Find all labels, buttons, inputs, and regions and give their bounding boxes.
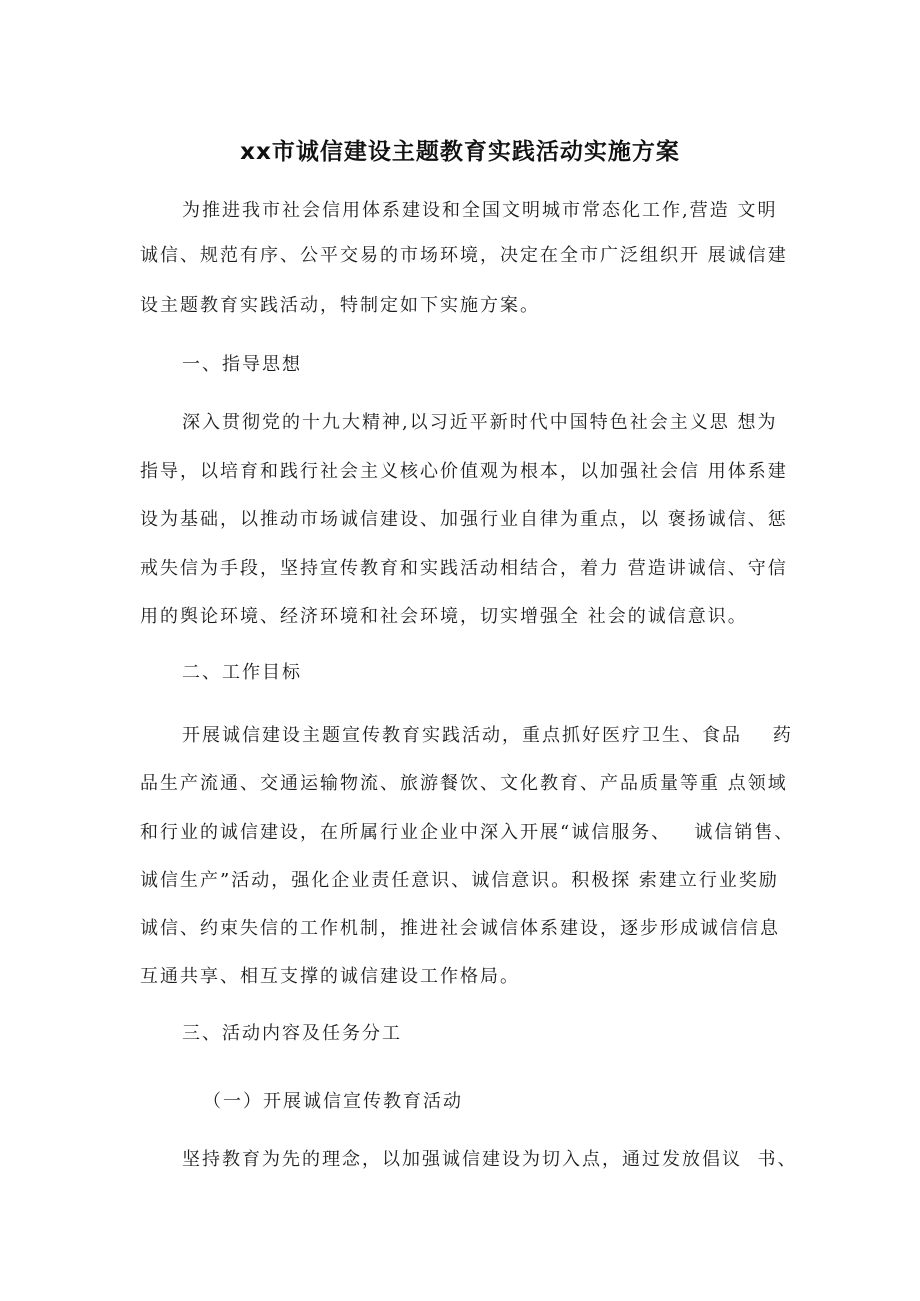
paragraph-line: 用的舆论环境、经济环境和社会环境，切实增强全 社会的诚信意识。 bbox=[140, 606, 748, 627]
paragraph-line: 为推进我市社会信用体系建设和全国文明城市常态化工作,营造 文明 bbox=[182, 200, 778, 221]
paragraph-line: 戒失信为手段，坚持宣传教育和实践活动相结合，着力 营造讲诚信、守信 bbox=[140, 558, 788, 579]
subsection-heading-publicity-education: （一）开展诚信宣传教育活动 bbox=[203, 1091, 463, 1112]
paragraph-line: 深入贯彻党的十九大精神,以习近平新时代中国特色社会主义思 想为 bbox=[182, 412, 778, 433]
paragraph-line: 和行业的诚信建设，在所属行业企业中深入开展“诚信服务、 诚信销售、 bbox=[140, 822, 795, 843]
paragraph-line: 坚持教育为先的理念，以加强诚信建设为切入点，通过发放倡议 书、 bbox=[182, 1149, 798, 1170]
section-heading-work-goals: 二、工作目标 bbox=[182, 662, 302, 683]
paragraph-line: 诚信、约束失信的工作机制，推进社会诚信体系建设，逐步形成诚信信息 bbox=[140, 918, 780, 939]
paragraph-line: 品生产流通、交通运输物流、旅游餐饮、文化教育、产品质量等重 点领域 bbox=[140, 773, 788, 794]
section-heading-activity-content: 三、活动内容及任务分工 bbox=[182, 1023, 402, 1044]
paragraph-line: 诚信、规范有序、公平交易的市场环境，决定在全市广泛组织开 展诚信建 bbox=[140, 245, 788, 266]
section-heading-guiding-ideology: 一、指导思想 bbox=[182, 354, 302, 375]
paragraph-line: 互通共享、相互支撑的诚信建设工作格局。 bbox=[140, 966, 520, 987]
paragraph-line: 开展诚信建设主题宣传教育实践活动，重点抓好医疗卫生、食品 药 bbox=[182, 725, 793, 746]
paragraph-line: 设为基础，以推动市场诚信建设、加强行业自律为重点，以 褒扬诚信、惩 bbox=[140, 509, 788, 530]
paragraph-line: 设主题教育实践活动，特制定如下实施方案。 bbox=[140, 295, 540, 316]
paragraph-line: 诚信生产”活动，强化企业责任意识、诚信意识。积极探 索建立行业奖励 bbox=[140, 870, 779, 891]
document-title: xx市诚信建设主题教育实践活动实施方案 bbox=[240, 139, 680, 165]
paragraph-line: 指导，以培育和践行社会主义核心价值观为根本，以加强社会信 用体系建 bbox=[140, 461, 788, 482]
